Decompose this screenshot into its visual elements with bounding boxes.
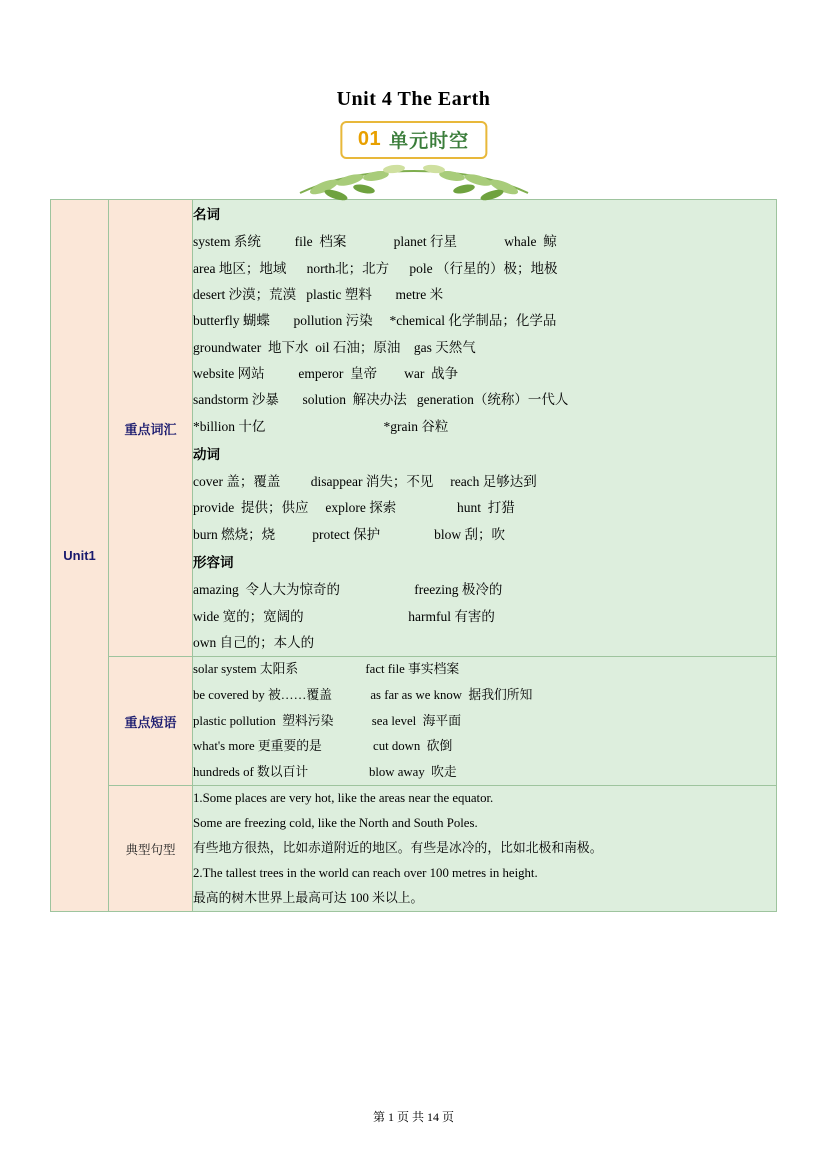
sentence-line: 1.Some places are very hot, like the areas near the equator. bbox=[193, 791, 494, 806]
category-sentences: 典型句型 bbox=[109, 786, 193, 912]
group-heading-adjectives: 形容词 bbox=[193, 555, 234, 571]
unit-summary-table bbox=[50, 199, 777, 912]
vocab-line: area 地区；地域 north北；北方 pole （行星的）极；地极 bbox=[193, 260, 558, 276]
vocab-line: provide 提供；供应 explore 探索 hunt 打猎 bbox=[193, 500, 515, 516]
phrases-content bbox=[193, 657, 777, 786]
phrase-line: plastic pollution 塑料污染 sea level 海平面 bbox=[193, 713, 461, 728]
phrase-line: be covered by 被……覆盖 as far as we know 据我们所知 bbox=[193, 687, 533, 702]
banner-label: 单元时空 bbox=[389, 131, 470, 152]
table-row bbox=[51, 786, 777, 912]
vocab-line: own 自己的；本人的 bbox=[193, 635, 315, 650]
phrase-line: hundreds of 数以百计 blow away 吹走 bbox=[193, 764, 457, 779]
page-title: Unit 4 The Earth bbox=[336, 88, 491, 110]
vocab-line: cover 盖；覆盖 disappear 消失；不见 reach 足够达到 bbox=[193, 474, 537, 490]
sentence-line: 有些地方很热，比如赤道附近的地区。有些是冰冷的，比如北极和南极。 bbox=[193, 841, 603, 856]
vocab-line: system 系统 file 档案 planet 行星 whale 鲸 bbox=[193, 234, 557, 250]
banner-pill bbox=[340, 121, 487, 159]
banner-number: 01 bbox=[357, 128, 382, 150]
sentence-line: 2.The tallest trees in the world can reach over 100 metres in height. bbox=[193, 866, 538, 881]
group-heading-nouns: 名词 bbox=[193, 207, 220, 222]
sentence-line: Some are freezing cold, like the North and South Poles. bbox=[193, 816, 478, 831]
phrase-line: solar system 太阳系 fact file 事实档案 bbox=[193, 662, 460, 677]
sentence-line: 最高的树木世界上最高可达 100 米以上。 bbox=[193, 891, 424, 906]
vocab-line: wide 宽的；宽阔的 harmful 有害的 bbox=[193, 608, 495, 624]
unit-label-cell: Unit1 bbox=[51, 200, 109, 912]
vocab-line: desert 沙漠；荒漠 plastic 塑料 metre 米 bbox=[193, 286, 444, 302]
phrase-line: what's more 更重要的是 cut down 砍倒 bbox=[193, 739, 453, 754]
table-row bbox=[51, 657, 777, 786]
vocab-line: burn 燃烧；烧 protect 保护 blow 刮；吹 bbox=[193, 526, 505, 542]
category-phrases: 重点短语 bbox=[109, 657, 193, 786]
sentences-content bbox=[193, 786, 777, 912]
vocab-line: groundwater 地下水 oil 石油；原油 gas 天然气 bbox=[193, 339, 476, 355]
page-footer: 第 1 页 共 14 页 bbox=[372, 1110, 454, 1124]
category-vocabulary: 重点词汇 bbox=[109, 200, 193, 657]
vocabulary-content bbox=[193, 200, 777, 657]
vocab-line: website 网站 emperor 皇帝 war 战争 bbox=[193, 365, 459, 381]
group-heading-verbs: 动词 bbox=[193, 446, 220, 462]
vocab-line: *billion 十亿 *grain 谷粒 bbox=[193, 418, 449, 434]
vocab-line: butterfly 蝴蝶 pollution 污染 *chemical 化学制品；化学品 bbox=[193, 313, 557, 329]
vocab-line: sandstorm 沙暴 solution 解决办法 generation（统称）一代人 bbox=[193, 392, 569, 408]
vocab-line: amazing 令人大为惊奇的 freezing 极冷的 bbox=[193, 582, 503, 598]
section-banner bbox=[40, 121, 787, 193]
table-row bbox=[51, 200, 777, 657]
